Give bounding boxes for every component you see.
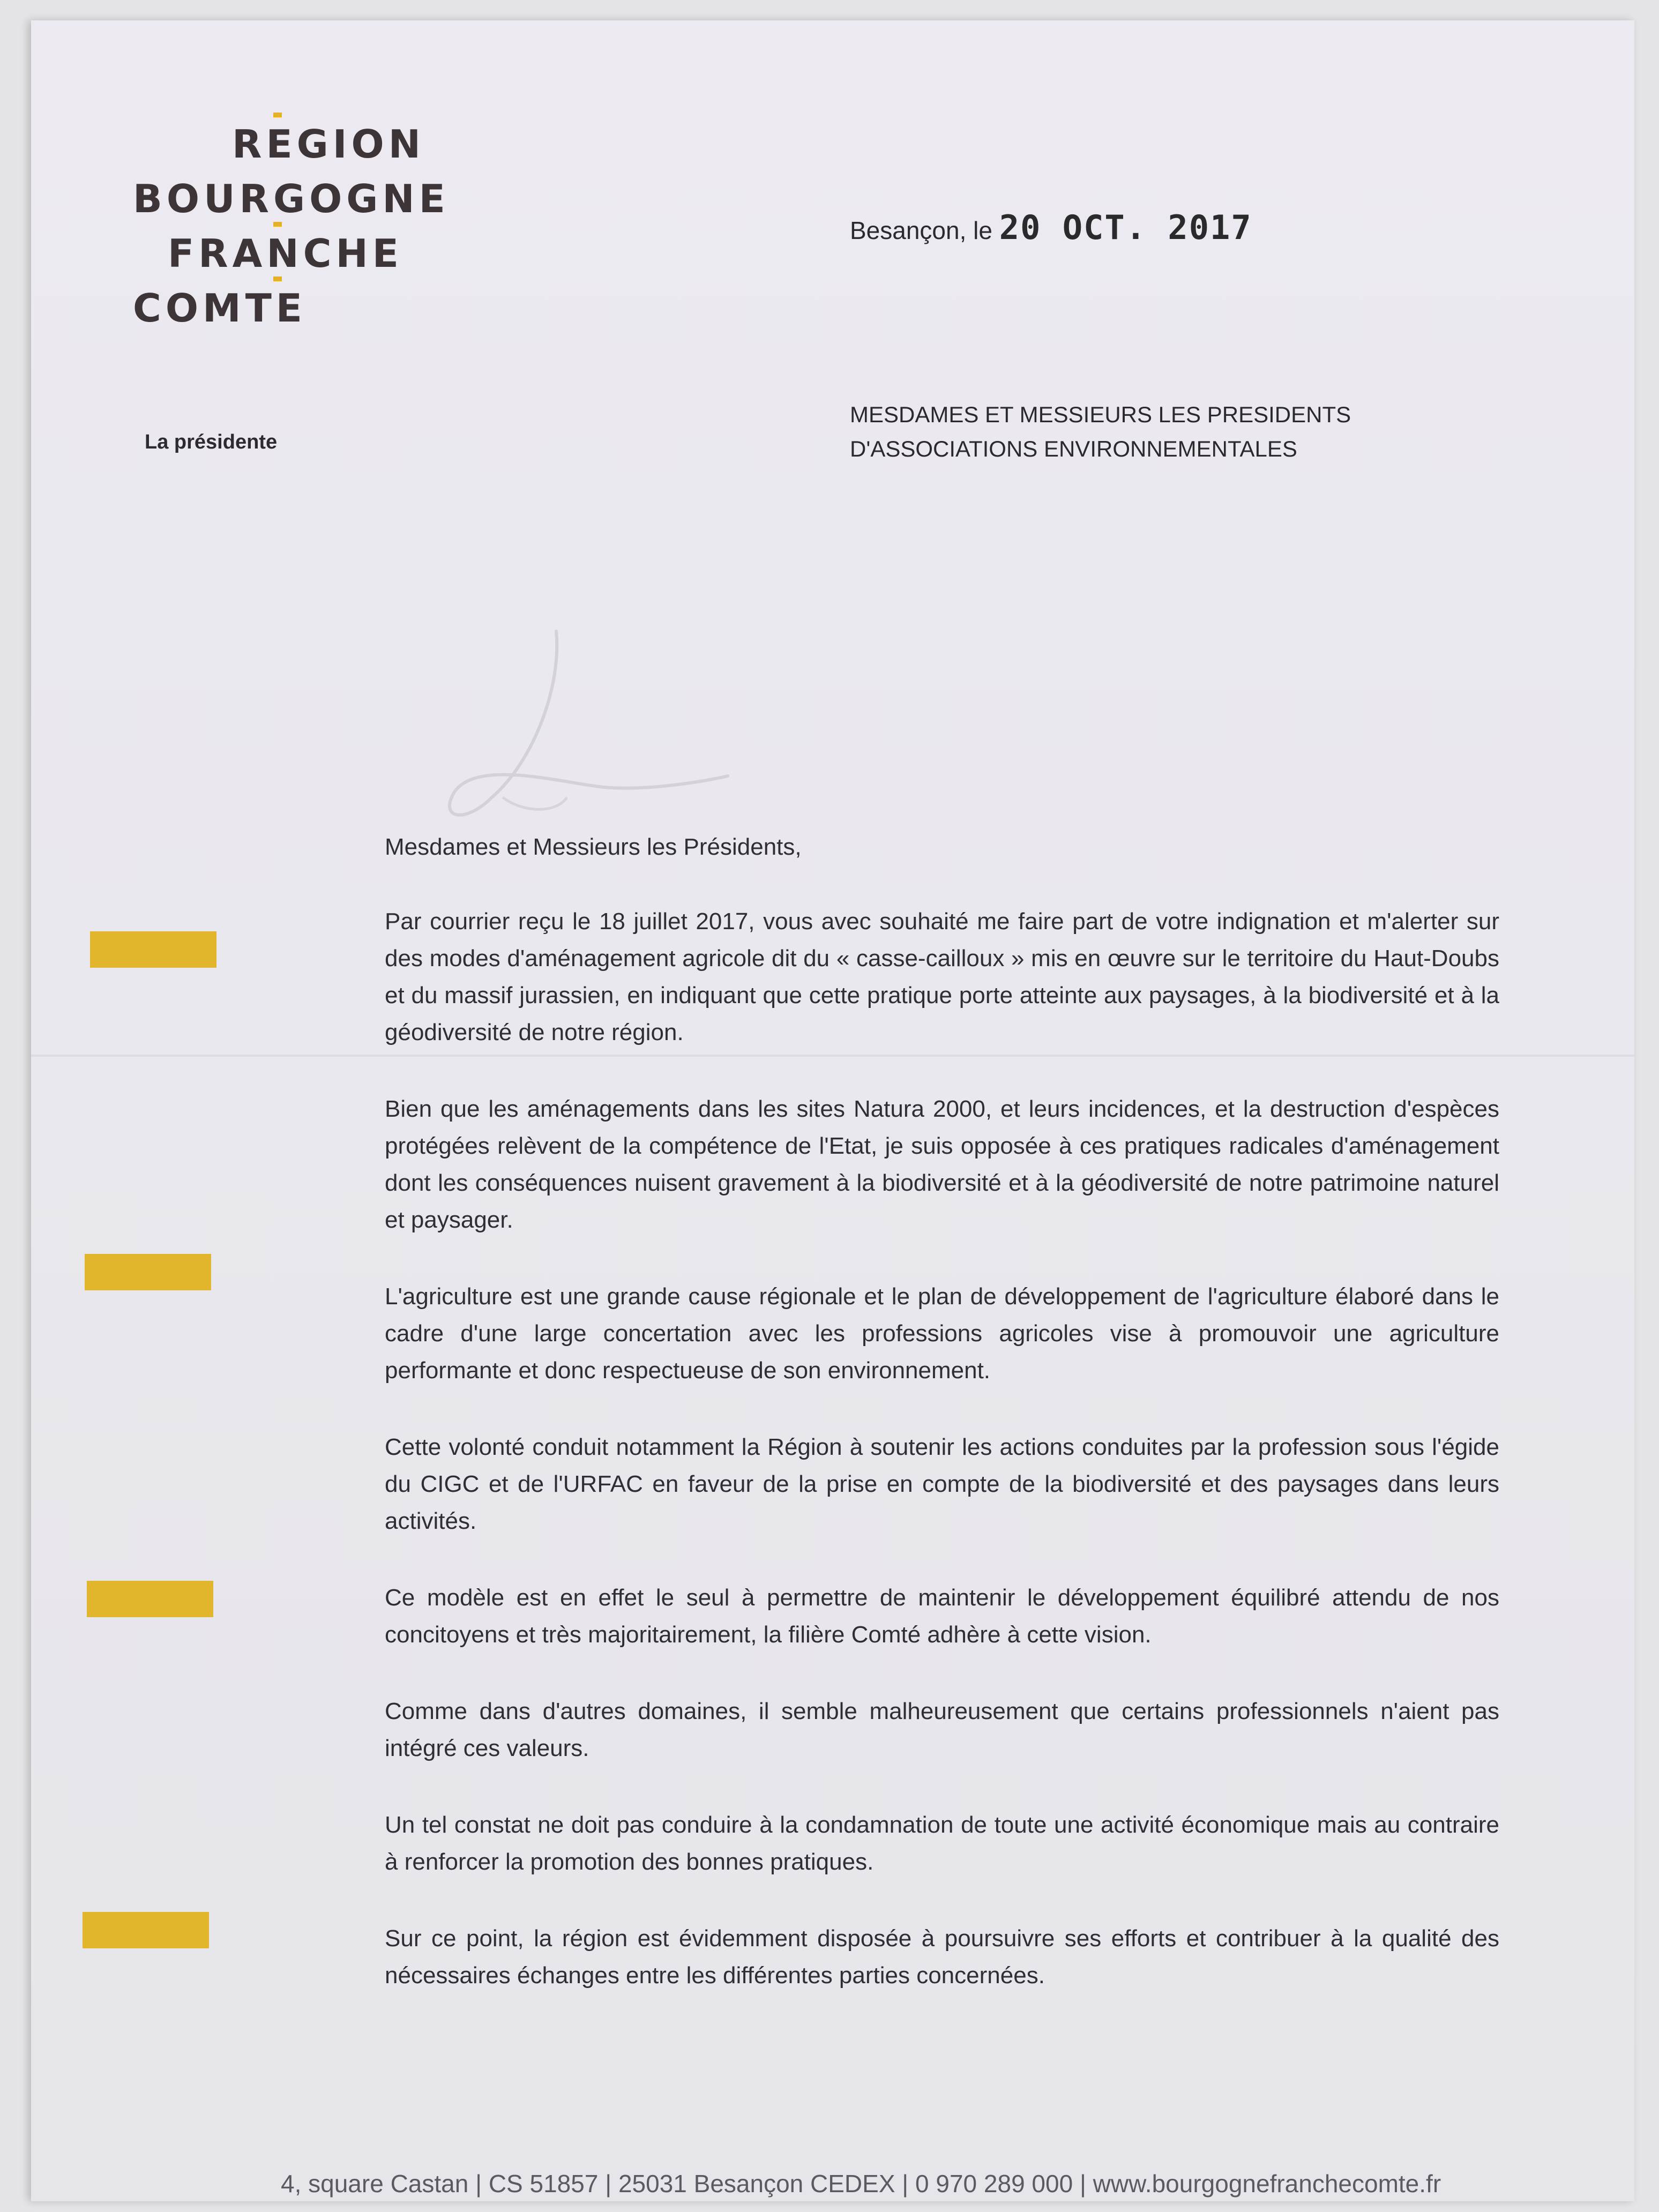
- logo-accent-mark: [273, 276, 282, 281]
- salutation: Mesdames et Messieurs les Présidents,: [385, 834, 802, 860]
- logo-accent-mark: [273, 113, 282, 117]
- addressee-line: D'ASSOCIATIONS ENVIRONNEMENTALES: [850, 436, 1297, 461]
- addressee-line: MESDAMES ET MESSIEURS LES PRESIDENTS: [850, 402, 1351, 427]
- logo-line-region: REGION: [232, 122, 425, 167]
- body-paragraph: Un tel constat ne doit pas conduire à la condamnation de toute une activité économique mais au contraire à renforcer la promotion des bonnes pratiques.: [385, 1812, 1499, 1875]
- body-paragraph: L'agriculture est une grande cause régionale et le plan de développement de l'agriculture élaboré dans le cadre d'une large concertation avec les professions agricoles vise à promouvoir une agriculture performante et donc respectueuse de son environnement.: [385, 1283, 1499, 1384]
- margin-marker: [87, 1581, 213, 1617]
- body-paragraph: Cette volonté conduit notamment la Région à soutenir les actions conduites par la profession sous l'égide du CIGC et de l'URFAC en faveur de la prise en compte de la biodiversité et des paysages dans leurs activités.: [385, 1434, 1499, 1534]
- body-paragraph: Ce modèle est en effet le seul à permettre de maintenir le développement équilibré attendu de nos concitoyens et très majoritairement, la filière Comté adhère à cette vision.: [385, 1585, 1499, 1648]
- logo-line-bourgogne: BOURGOGNE: [133, 176, 450, 221]
- logo-accent-mark: [273, 222, 282, 227]
- body-paragraph: Par courrier reçu le 18 juillet 2017, vous avec souhaité me faire part de votre indignation et m'alerter sur des modes d'aménagement agricole dit du « casse-cailloux » mis en œuvre sur le territoire du Haut-Doubs et du massif jurassien, en indiquant que cette pratique porte atteinte aux paysages, à la biodiversité et à la géodiversité de notre région.: [385, 908, 1499, 1045]
- sender-role: La présidente: [145, 431, 278, 453]
- logo-line-comte: COMTE: [133, 286, 307, 331]
- faint-signature: [331, 621, 760, 846]
- body-paragraph: Sur ce point, la région est évidemment disposée à poursuivre ses efforts et contribuer à la qualité des nécessaires échanges entre les différentes parties concernées.: [385, 1925, 1499, 1989]
- body-paragraph: Comme dans d'autres domaines, il semble malheureusement que certains professionnels n'aient pas intégré ces valeurs.: [385, 1698, 1499, 1761]
- letter-body: [385, 828, 1499, 2034]
- addressee-block: [850, 398, 1351, 466]
- logo-line-franche: FRANCHE: [168, 231, 403, 276]
- letter-date: [850, 208, 1252, 247]
- date-stamp: 20 OCT. 2017: [999, 208, 1252, 247]
- margin-marker: [85, 1254, 211, 1290]
- body-paragraph: Bien que les aménagements dans les sites Natura 2000, et leurs incidences, et la destruction d'espèces protégées relèvent de la compétence de l'Etat, je suis opposée à ces pratiques radicales d'aménagement dont les conséquences nuisent gravement à la biodiversité et à la géodiversité de notre patrimoine naturel et paysager.: [385, 1096, 1499, 1233]
- letter-sheet: [31, 20, 1634, 2201]
- margin-marker: [90, 931, 216, 968]
- footer-address: 4, square Castan | CS 51857 | 25031 Besançon CEDEX | 0 970 289 000 | www.bourgognefranchecomte.fr: [281, 2170, 1441, 2198]
- margin-marker: [83, 1912, 209, 1948]
- date-prefix: Besançon, le: [850, 216, 992, 244]
